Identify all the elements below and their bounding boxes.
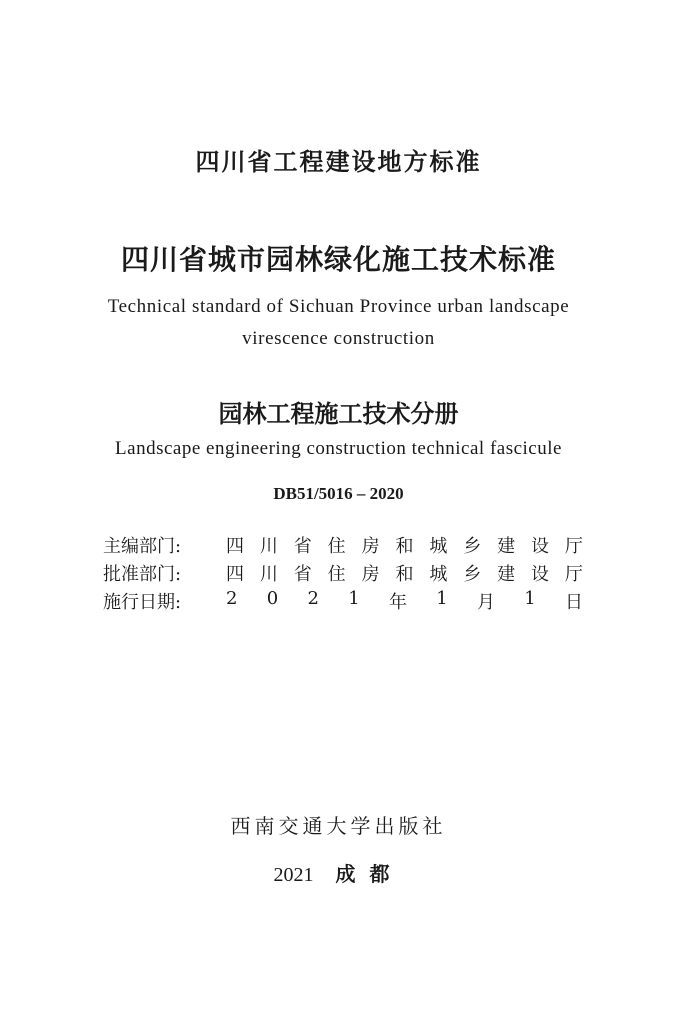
- info-char: 和: [395, 536, 414, 557]
- english-title-line-1: Technical standard of Sichuan Province urban landscape: [107, 296, 570, 317]
- info-char: 住: [327, 564, 346, 585]
- info-char: 省: [293, 564, 312, 585]
- info-char: 乡: [463, 564, 482, 585]
- info-label-approver: 批准部门:: [103, 564, 182, 585]
- info-char: 厅: [564, 536, 583, 557]
- info-char: 设: [531, 564, 550, 585]
- info-char: 川: [259, 536, 278, 557]
- info-char: 厅: [564, 564, 583, 585]
- english-subtitle: Landscape engineering construction technical fascicule: [115, 438, 562, 459]
- sub-title: 园林工程施工技术分册: [218, 400, 459, 428]
- info-values-effective-date: [226, 588, 583, 614]
- info-char: 城: [429, 564, 448, 585]
- info-values-editor: [226, 532, 583, 558]
- main-title: 四川省城市园林绿化施工技术标准: [120, 243, 556, 276]
- info-char: 1: [348, 588, 360, 609]
- info-char: 和: [395, 564, 414, 585]
- info-char: 房: [361, 564, 380, 585]
- publication-year: 2021: [273, 864, 314, 886]
- info-row-editor: [103, 532, 583, 558]
- info-char: 城: [429, 536, 448, 557]
- info-char: 建: [497, 536, 516, 557]
- info-char: 四: [226, 536, 244, 557]
- info-label-editor: 主编部门:: [103, 536, 182, 557]
- info-char: 建: [497, 564, 516, 585]
- info-char: 川: [259, 564, 278, 585]
- info-char: 房: [361, 536, 380, 557]
- info-row-approver: [103, 560, 583, 586]
- info-char: 住: [327, 536, 346, 557]
- info-char: 1: [436, 588, 448, 609]
- info-label-effective-date: 施行日期:: [103, 592, 182, 613]
- info-char: 年: [388, 592, 407, 613]
- info-char: 日: [564, 592, 583, 613]
- standard-code: DB51/5016 – 2020: [273, 484, 404, 503]
- publication-city: 成都: [335, 862, 404, 886]
- info-char: 月: [476, 592, 495, 613]
- info-char: 省: [293, 536, 312, 557]
- publisher-name: 西南交通大学出版社: [230, 814, 447, 838]
- info-char: 1: [524, 588, 536, 609]
- info-row-effective-date: [103, 588, 583, 614]
- english-title-line-2: virescence construction: [242, 328, 435, 349]
- info-values-approver: [226, 560, 583, 586]
- series-title: 四川省工程建设地方标准: [195, 148, 482, 176]
- info-char: 2: [307, 588, 319, 609]
- info-char: 2: [226, 588, 238, 609]
- info-char: 四: [226, 564, 244, 585]
- info-char: 乡: [463, 536, 482, 557]
- info-char: 0: [266, 588, 279, 609]
- info-char: 设: [531, 536, 550, 557]
- publication-info: [0, 858, 677, 887]
